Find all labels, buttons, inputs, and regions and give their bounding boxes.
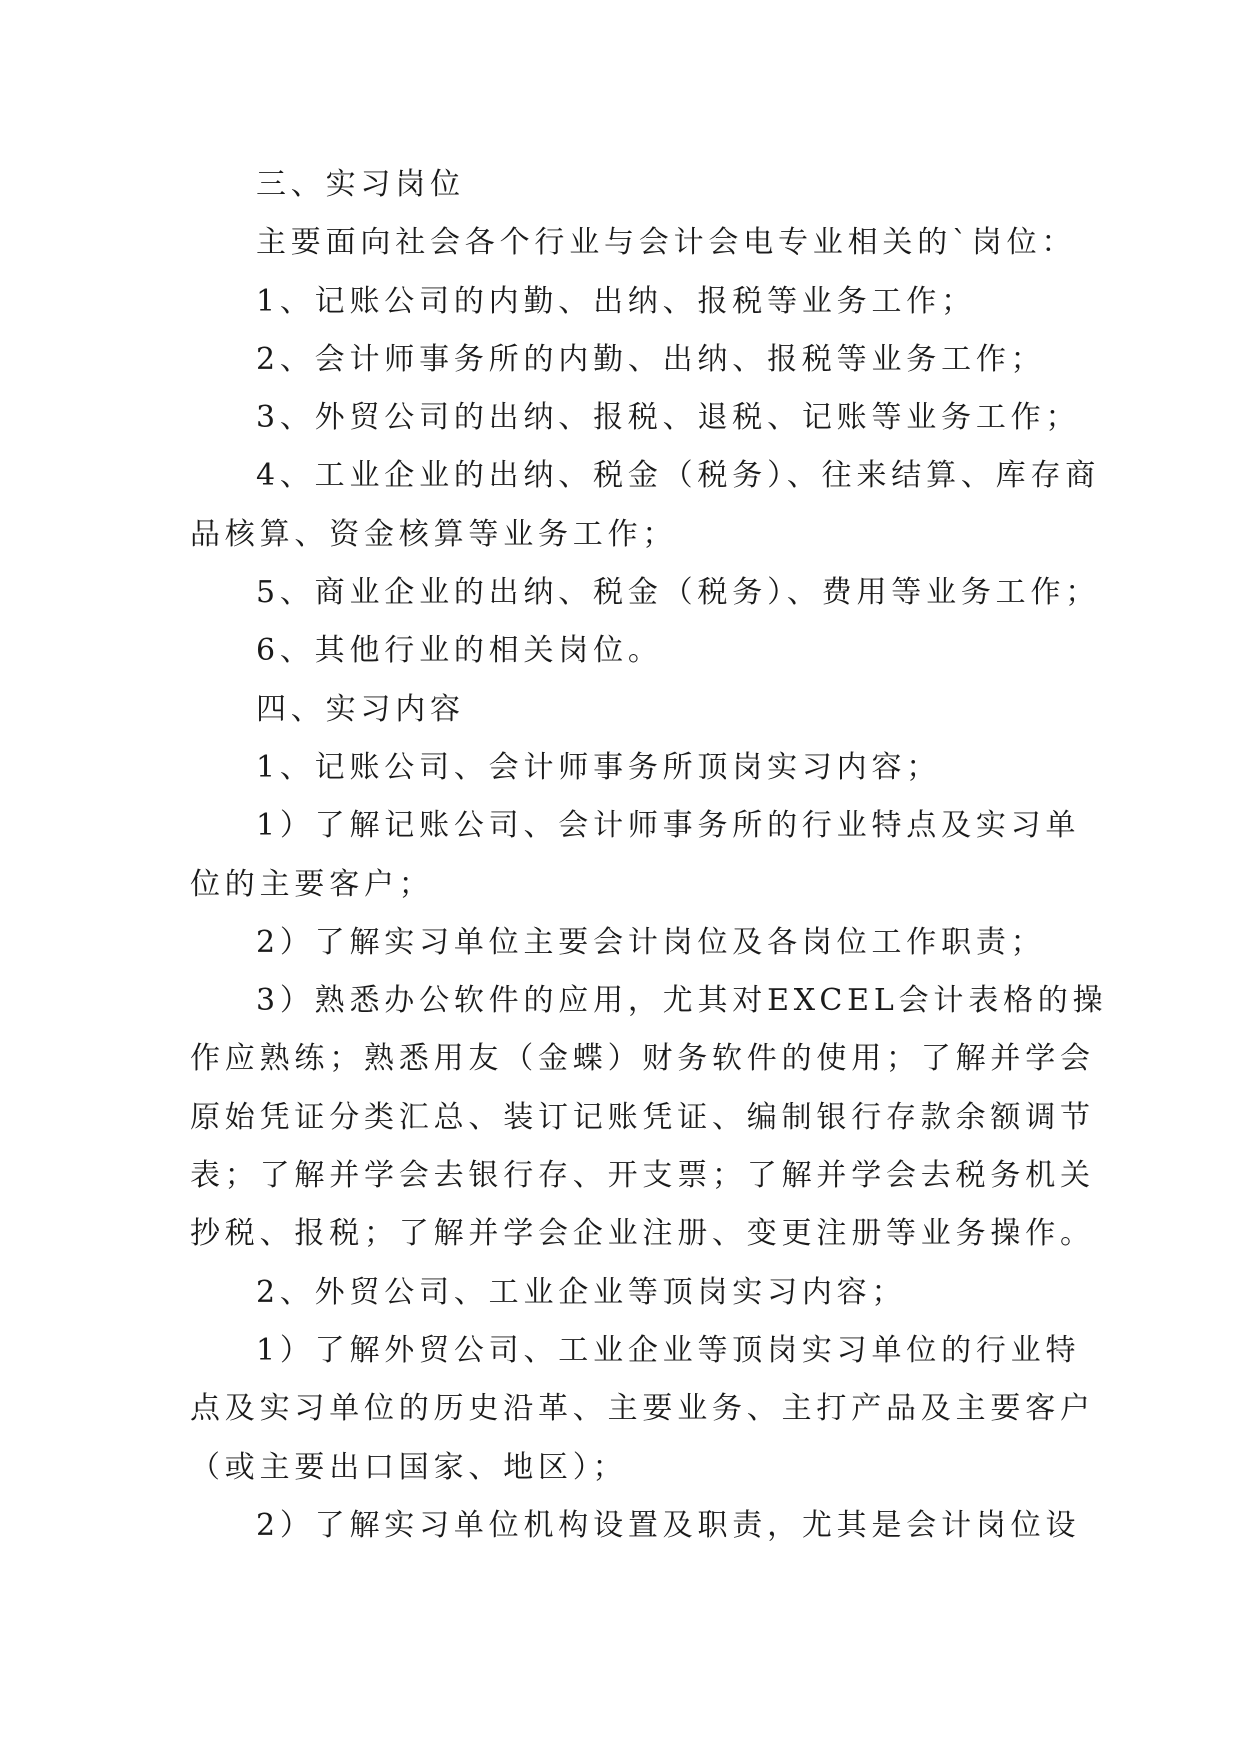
list-item: 2）了解实习单位机构设置及职责，尤其是会计岗位设 bbox=[256, 1507, 1081, 1543]
paragraph-line: 作应熟练；熟悉用友（金蝶）财务软件的使用；了解并学会 bbox=[190, 1041, 1095, 1077]
list-item: 1）了解外贸公司、工业企业等顶岗实习单位的行业特 bbox=[256, 1332, 1081, 1368]
list-item: 4、工业企业的出纳、税金（税务）、往来结算、库存商 bbox=[256, 458, 1101, 494]
list-item: 5、商业企业的出纳、税金（税务）、费用等业务工作； bbox=[256, 575, 1101, 611]
list-item: 1、记账公司的内勤、出纳、报税等业务工作； bbox=[256, 283, 976, 319]
section-heading-internship-positions: 三、实习岗位 bbox=[256, 167, 465, 202]
section-heading-internship-content: 四、实习内容 bbox=[256, 691, 465, 727]
document-body bbox=[190, 156, 1108, 1555]
paragraph-line: 点及实习单位的历史沿革、主要业务、主打产品及主要客户 bbox=[190, 1391, 1095, 1427]
paragraph-line: 原始凭证分类汇总、装订记账凭证、编制银行存款余额调节 bbox=[190, 1099, 1095, 1135]
list-item: 1）了解记账公司、会计师事务所的行业特点及实习单 bbox=[256, 808, 1081, 844]
paragraph-line: 主要面向社会各个行业与会计会电专业相关的`岗位： bbox=[256, 225, 1077, 261]
list-item: 3）熟悉办公软件的应用，尤其对EXCEL会计表格的操 bbox=[256, 983, 1108, 1019]
paragraph-line: （或主要出口国家、地区）； bbox=[190, 1449, 628, 1485]
list-item: 2）了解实习单位主要会计岗位及各岗位工作职责； bbox=[256, 924, 1046, 960]
list-item: 2、会计师事务所的内勤、出纳、报税等业务工作； bbox=[256, 341, 1046, 377]
paragraph-line: 品核算、资金核算等业务工作； bbox=[190, 516, 678, 552]
list-item: 3、外贸公司的出纳、报税、退税、记账等业务工作； bbox=[256, 400, 1081, 436]
list-item: 1、记账公司、会计师事务所顶岗实习内容； bbox=[256, 749, 942, 785]
paragraph-line: 位的主要客户； bbox=[190, 866, 434, 902]
list-item: 6、其他行业的相关岗位。 bbox=[256, 633, 663, 669]
paragraph-line: 抄税、报税；了解并学会企业注册、变更注册等业务操作。 bbox=[190, 1216, 1095, 1252]
list-item: 2、外贸公司、工业企业等顶岗实习内容； bbox=[256, 1274, 907, 1310]
paragraph-line: 表；了解并学会去银行存、开支票；了解并学会去税务机关 bbox=[190, 1158, 1095, 1194]
